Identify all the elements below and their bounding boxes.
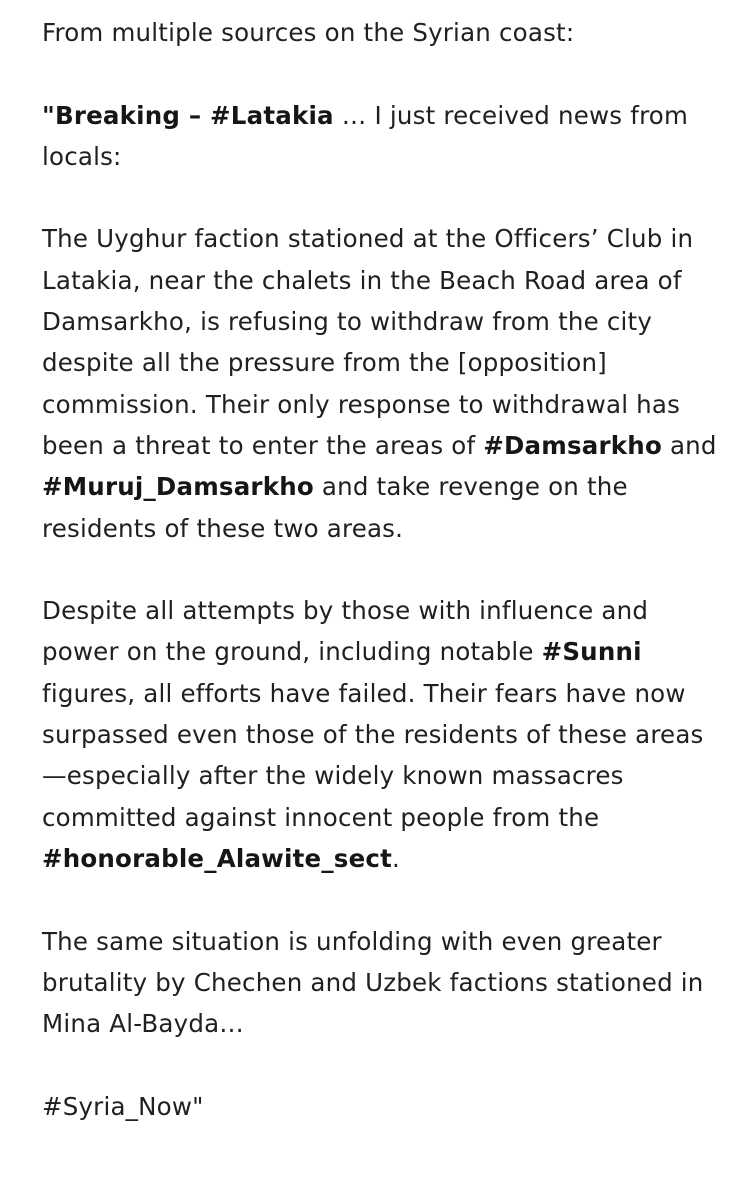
closing-hashtag: #Syria_Now" (42, 1091, 204, 1121)
attempts-text-1: Despite all attempts by those with influence and power on the ground, including notable (42, 596, 649, 667)
hashtag-honorable-alawite-sect: #honorable_Alawite_sect (42, 843, 393, 873)
hashtag-sunni: #Sunni (541, 637, 642, 667)
attempts-text-2: figures, all efforts have failed. Their fears have now surpassed even those of the residents of these areas—especially after the widely known massacres committed against innocent people from the (42, 678, 704, 832)
breaking-lead: "Breaking – #Latakia (42, 100, 334, 130)
attempts-text-3: . (392, 843, 401, 873)
hashtag-damsarkho: #Damsarkho (483, 430, 662, 460)
uyghur-text-2: and (661, 430, 717, 460)
intro-paragraph: From multiple sources on the Syrian coast: (42, 18, 575, 47)
same-situation-paragraph: The same situation is unfolding with even greater brutality by Chechen and Uzbek factions stationed in Mina Al-Bayda… (42, 926, 704, 1039)
breaking-paragraph (42, 95, 722, 178)
hashtag-muruj-damsarkho: #Muruj_Damsarkho (42, 472, 314, 502)
document-body (42, 12, 722, 1127)
breaking-rest: … I just received news from locals: (42, 100, 689, 171)
uyghur-text-1: The Uyghur faction stationed at the Officers’ Club in Latakia, near the chalets in the Beach Road area of Damsarkho, is refusing to withdraw from the city despite all the pressure from the [opposition] commission. Their only response to withdrawal has been a threat to enter the areas of (42, 224, 694, 460)
attempts-paragraph (42, 590, 722, 879)
uyghur-paragraph (42, 218, 722, 548)
uyghur-text-3: and take revenge on the residents of these two areas. (42, 472, 628, 543)
